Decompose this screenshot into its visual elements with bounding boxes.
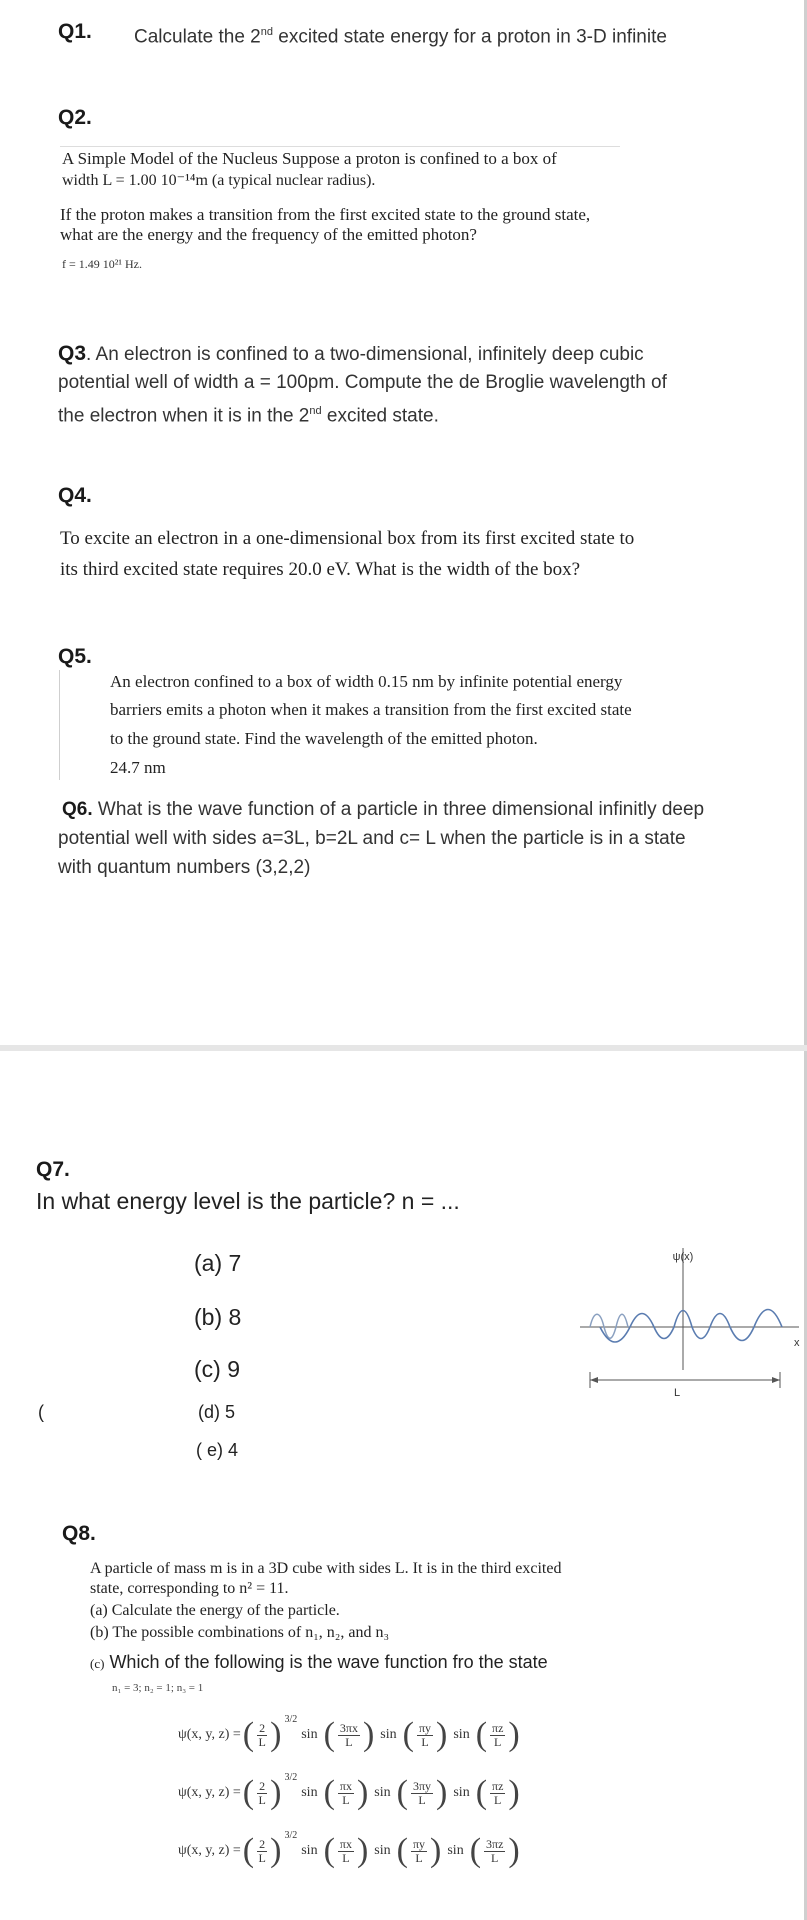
q2-line-2: width L = 1.00 10⁻¹⁴m (a typical nuclear radius). bbox=[62, 172, 376, 189]
q7-label: Q7. bbox=[36, 1158, 70, 1181]
q8-label: Q8. bbox=[62, 1522, 96, 1545]
q6-text: Q6. What is the wave function of a particle in three dimensional infinitly deep bbox=[62, 799, 705, 820]
q7-option-b[interactable]: (b) 8 bbox=[194, 1304, 242, 1330]
wavefunction-option-3[interactable]: ψ(x, y, z) = ( $\frac{2}{L}$ ) 3/2 sin ( $\frac{\pi x}{L}$ ) sin ( $\frac{\pi y}{L}$ ) sin ( $\frac{3\pi z}{L}$ ) bbox=[178, 1829, 520, 1869]
q8-state: n₁ = 3; n₂ = 1; n₃ = 1 bbox=[112, 1682, 204, 1694]
q3-line-2: potential well of width a = 100pm. Compute the de Broglie wavelength of bbox=[58, 372, 667, 393]
q2-line-1: A Simple Model of the Nucleus Suppose a proton is confined to a box of bbox=[62, 149, 557, 168]
q6-label: Q6. bbox=[62, 799, 93, 820]
q8-line-1: A particle of mass m is in a 3D cube with sides L. It is in the third excited bbox=[90, 1560, 562, 1577]
section-divider bbox=[0, 1045, 807, 1051]
wave-function-diagram bbox=[580, 1242, 807, 1402]
q7-option-c[interactable]: (c) 9 bbox=[194, 1356, 240, 1382]
width-arrow-left-head bbox=[590, 1377, 598, 1383]
q8-line-5: (c) Which of the following is the wave function fro the state bbox=[90, 1652, 548, 1672]
q2-line-3: If the proton makes a transition from the first excited state to the ground state, bbox=[60, 205, 591, 224]
q4-line-2: its third excited state requires 20.0 eV. What is the width of the box? bbox=[60, 559, 581, 580]
wave-left-segment bbox=[590, 1314, 628, 1338]
q2-line-4: what are the energy and the frequency of the emitted photon? bbox=[60, 225, 477, 244]
q5-answer: 24.7 nm bbox=[110, 758, 166, 777]
q5-line-1: An electron confined to a box of width 0.15 nm by infinite potential energy bbox=[110, 672, 623, 691]
q6-line-3: with quantum numbers (3,2,2) bbox=[58, 857, 311, 878]
q5-line-2: barriers emits a photon when it makes a transition from the first excited state bbox=[110, 700, 632, 719]
q5-quote-bar bbox=[59, 670, 60, 780]
q6-line-2: potential well with sides a=3L, b=2L and c= L when the particle is in a state bbox=[58, 828, 686, 849]
q4-line-1: To excite an electron in a one-dimensional box from its first excited state to bbox=[60, 528, 635, 549]
width-arrow-right-head bbox=[772, 1377, 780, 1383]
q5-label: Q5. bbox=[58, 645, 92, 668]
wavefunction-option-2[interactable]: ψ(x, y, z) = ( $\frac{2}{L}$ ) 3/2 sin ( $\frac{\pi x}{L}$ ) sin ( $\frac{3\pi y}{L}$ ) sin ( $\frac{\pi z}{L}$ ) bbox=[178, 1771, 520, 1811]
q3-line-3: the electron when it is in the 2nd excited state. bbox=[58, 405, 439, 427]
q4-label: Q4. bbox=[58, 484, 92, 507]
q7-option-e[interactable]: ( e) 4 bbox=[196, 1440, 239, 1460]
q2-label: Q2. bbox=[58, 106, 92, 129]
q7-question: In what energy level is the particle? n = ... bbox=[36, 1188, 460, 1214]
q3-text: Q3. An electron is confined to a two-dimensional, infinitely deep cubic bbox=[58, 342, 644, 365]
width-label: L bbox=[674, 1387, 681, 1399]
q2-answer: f = 1.49 10²¹ Hz. bbox=[62, 257, 142, 271]
q7-option-d[interactable]: (d) 5 bbox=[198, 1402, 236, 1422]
q7-option-a[interactable]: (a) 7 bbox=[194, 1250, 242, 1276]
x-label: x bbox=[794, 1337, 800, 1349]
q1-text: Calculate the 2nd excited state energy for a proton in 3-D infinite bbox=[134, 26, 667, 48]
q8-line-2: state, corresponding to n² = 11. bbox=[90, 1580, 289, 1597]
q1-label: Q1. bbox=[58, 20, 92, 43]
wavefunction-option-1[interactable]: ψ(x, y, z) = ( $\frac{2}{L}$ ) 3/2 sin ( $\frac{3\pi x}{L}$ ) sin ( $\frac{\pi y}{L}$ ) sin ( $\frac{\pi z}{L}$ ) bbox=[178, 1713, 520, 1753]
psi-label: ψ(x) bbox=[672, 1251, 694, 1263]
q8-line-3: (a) Calculate the energy of the particle. bbox=[90, 1602, 340, 1619]
q8-line-4: (b) The possible combinations of n₁, n₂, and n₃ bbox=[90, 1624, 390, 1641]
q5-line-3: to the ground state. Find the wavelength of the emitted photon. bbox=[110, 729, 538, 748]
q3-label: Q3 bbox=[58, 342, 87, 365]
stray-parenthesis: ( bbox=[38, 1402, 44, 1422]
q2-top-rule bbox=[60, 146, 620, 147]
